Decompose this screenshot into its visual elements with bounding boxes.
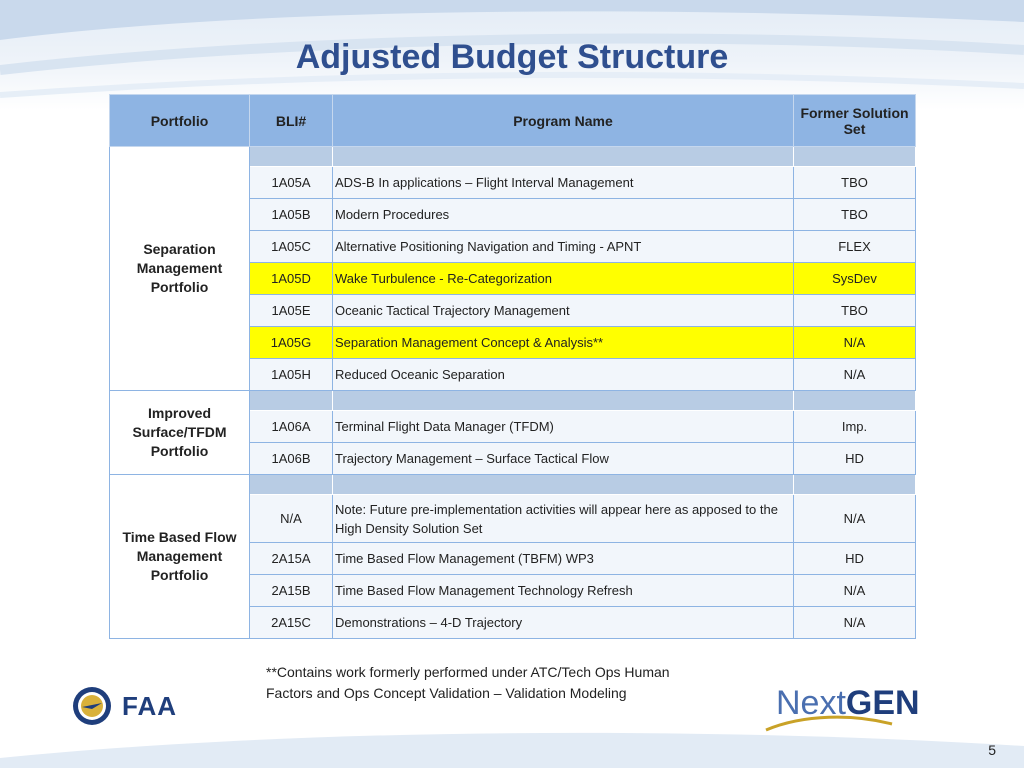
nextgen-logo: [776, 684, 920, 723]
bli-cell: 1A05B: [250, 199, 333, 231]
page-number: 5: [988, 742, 996, 758]
program-name-cell: Time Based Flow Management Technology Refresh: [333, 575, 794, 607]
program-name-cell: Note: Future pre-implementation activities will appear here as apposed to the High Density Solution Set: [333, 495, 794, 543]
solution-set-cell: TBO: [794, 199, 916, 231]
group-band-row: [110, 475, 916, 495]
header-former-solution-set: Former Solution Set: [794, 95, 916, 147]
solution-set-cell: N/A: [794, 607, 916, 639]
bli-cell: 1A06A: [250, 411, 333, 443]
program-name-cell: Alternative Positioning Navigation and Timing - APNT: [333, 231, 794, 263]
band-cell: [794, 475, 916, 495]
program-name-cell: ADS-B In applications – Flight Interval Management: [333, 167, 794, 199]
bli-cell: 1A06B: [250, 443, 333, 475]
faa-wordmark: FAA: [122, 690, 177, 721]
bli-cell: 1A05H: [250, 359, 333, 391]
footnote-line-2: Factors and Ops Concept Validation – Validation Modeling: [266, 685, 627, 701]
band-cell: [794, 391, 916, 411]
faa-logo: [72, 686, 177, 726]
bli-cell: 2A15B: [250, 575, 333, 607]
band-cell: [333, 475, 794, 495]
solution-set-cell: N/A: [794, 495, 916, 543]
program-name-cell: Demonstrations – 4-D Trajectory: [333, 607, 794, 639]
header-program-name: Program Name: [333, 95, 794, 147]
program-name-cell: Time Based Flow Management (TBFM) WP3: [333, 543, 794, 575]
band-cell: [250, 147, 333, 167]
bli-cell: 1A05C: [250, 231, 333, 263]
bli-cell: 1A05A: [250, 167, 333, 199]
band-cell: [250, 391, 333, 411]
bli-cell: N/A: [250, 495, 333, 543]
nextgen-wordmark-gen: GEN: [845, 684, 920, 722]
program-name-cell: Terminal Flight Data Manager (TFDM): [333, 411, 794, 443]
solution-set-cell: Imp.: [794, 411, 916, 443]
budget-table: [109, 94, 916, 639]
bli-cell: 1A05E: [250, 295, 333, 327]
program-name-cell: Wake Turbulence - Re-Categorization: [333, 263, 794, 295]
band-cell: [333, 147, 794, 167]
group-band-row: [110, 147, 916, 167]
footnote-line-1: **Contains work formerly performed under ATC/Tech Ops Human: [266, 664, 670, 680]
group-band-row: [110, 391, 916, 411]
table-header-row: [110, 95, 916, 147]
faa-seal-icon: [72, 686, 112, 726]
nextgen-swoosh-icon: [764, 710, 894, 734]
header-bli: BLI#: [250, 95, 333, 147]
page-title: Adjusted Budget Structure: [295, 38, 729, 76]
bli-cell: 2A15C: [250, 607, 333, 639]
bli-cell: 1A05D: [250, 263, 333, 295]
program-name-cell: Separation Management Concept & Analysis**: [333, 327, 794, 359]
solution-set-cell: TBO: [794, 295, 916, 327]
portfolio-cell: Time Based Flow Management Portfolio: [110, 475, 250, 639]
solution-set-cell: TBO: [794, 167, 916, 199]
solution-set-cell: HD: [794, 543, 916, 575]
band-cell: [794, 147, 916, 167]
solution-set-cell: FLEX: [794, 231, 916, 263]
band-cell: [333, 391, 794, 411]
portfolio-cell: Separation Management Portfolio: [110, 147, 250, 391]
program-name-cell: Reduced Oceanic Separation: [333, 359, 794, 391]
program-name-cell: Modern Procedures: [333, 199, 794, 231]
band-cell: [250, 475, 333, 495]
program-name-cell: Trajectory Management – Surface Tactical Flow: [333, 443, 794, 475]
portfolio-cell: Improved Surface/TFDM Portfolio: [110, 391, 250, 475]
nextgen-wordmark-next: Next: [776, 684, 846, 722]
solution-set-cell: SysDev: [794, 263, 916, 295]
bli-cell: 2A15A: [250, 543, 333, 575]
solution-set-cell: HD: [794, 443, 916, 475]
solution-set-cell: N/A: [794, 359, 916, 391]
program-name-cell: Oceanic Tactical Trajectory Management: [333, 295, 794, 327]
footnote: [266, 662, 670, 704]
solution-set-cell: N/A: [794, 327, 916, 359]
header-portfolio: Portfolio: [110, 95, 250, 147]
bli-cell: 1A05G: [250, 327, 333, 359]
solution-set-cell: N/A: [794, 575, 916, 607]
